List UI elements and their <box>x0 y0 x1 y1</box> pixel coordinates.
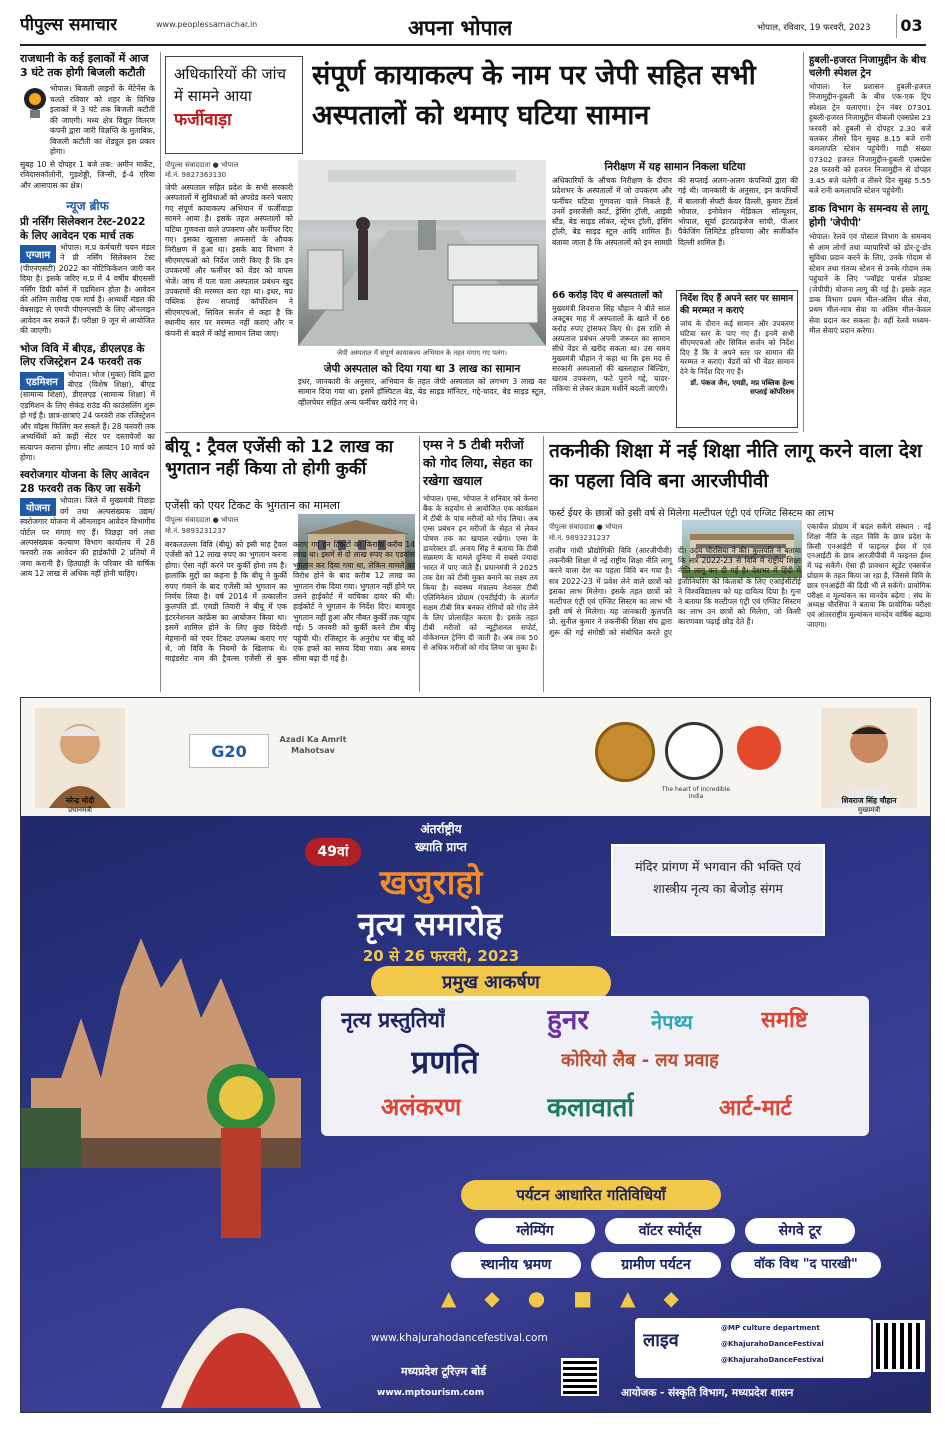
ad-title-2: नृत्य समारोह <box>357 905 503 943</box>
aiims-body: भोपाल। एम्स, भोपाल ने शनिवार को केनरा बैंक के सहयोग से आयोजित एक कार्यक्रम में टीबी के पांच मरीजों को गोद लिया। अब एम्स प्रबंधन इन मरीजों के सेहत से लेकर पोषण तक का खयाल रखेगा। एम्स के डायरेक्टर डॉ. अजय सिंह ने बताया कि टीबी संक्रमण के मामले दुनिया में सबसे ज्यादा भारत में पाए जाते हैं। प्रधानमंत्री ने 2025 तक देश को टीबी मुक्त बनाने का लक्ष्य तय किया है। स्वास्थ्य मंत्रालय नेशनल टीबी एलिमिनेशन प्रोग्राम (एनटीईपी) के अंतर्गत सक्षम टीबी मित्र बनकर रोगियों को गोद लेने के लिए प्रोत्साहित करता है। इसके तहत टीबी मरीजों को न्यूट्रीशनल सपोर्ट, वोकेशनल ट्रेनिंग दी जाती है। अब तक 50 से अधिक मरीजों को गोद लिया जा चुका है। <box>423 494 538 652</box>
modi-portrait <box>35 708 125 808</box>
social-twitter[interactable]: @KhajurahoDanceFestival <box>721 1340 824 1348</box>
lead-bottom-rule <box>165 432 798 433</box>
ad-edition-badge: 49वां <box>305 838 361 866</box>
g20-logo <box>189 734 269 768</box>
news-brief-label: न्यूज ब्रीफ <box>66 199 109 213</box>
swarozgar-body: भोपाल। जिले में मुख्यमंत्री पिछड़ा वर्ग तथा अल्पसंख्यक उद्यम/स्वरोजगार योजना में ऑनलाइन आवेदन विभागीय पोर्टल पर मंगाए गए हैं। पिछड़ा वर्ग तथा अल्पसंख्यक कल्याण विभाग कार्यालय में 28 फरवरी तक आवेदन की हार्डकॉपी 2 प्रतियों में जमा करानी है। हितग्राही के परिवार की वार्षिक आय 12 लाख से अधिक नहीं होनी चाहिए। <box>20 496 155 579</box>
boat-icon: ◆ <box>484 1286 528 1310</box>
lead-phone: मो.नं. 9827363130 <box>165 171 227 179</box>
ad-attraction-7: अलंकरण <box>381 1093 462 1121</box>
hospital-photo <box>298 160 546 346</box>
tag-scheme: योजना <box>20 498 56 516</box>
nursing-headline: प्री नर्सिंग सिलेक्शन टेस्ट-2022 के लिए आवेदन एक मार्च तक <box>20 216 146 242</box>
ad-renowned: ख्याति प्राप्त <box>415 840 467 854</box>
ad-social-box <box>635 1318 871 1378</box>
ad-attraction-5: प्रणति <box>411 1043 479 1081</box>
ad-activity-5: ग्रामीण पर्यटन <box>591 1252 721 1278</box>
ad-intl: अंतर्राष्ट्रीय <box>420 822 462 836</box>
building-icon: ■ <box>573 1286 621 1310</box>
bulb-icon <box>20 84 50 124</box>
masthead-rule <box>20 44 926 46</box>
hospital-photo-caption: जेपी अस्पताल में संपूर्ण कायाकल्प अभियान के तहत मंगाए गए पलंग। <box>337 349 507 357</box>
bhoj-headline: भोज विवि में बीएड, डीएलएड के लिए रजिस्ट्रेशन 24 फरवरी तक <box>20 342 145 369</box>
lead-byline: पीपुल्स संवाददाता ● भोपाल <box>165 161 239 169</box>
jp-subhead: जेपी अस्पताल को दिया गया था 3 लाख का सामान <box>323 363 521 375</box>
ad-tagline-box <box>611 844 825 936</box>
leader1-role: प्रधानमंत्री <box>68 806 92 814</box>
directive-subhead: निर्देश दिए हैं अपने स्तर पर सामान की मरम्मत न कराएं <box>680 294 794 316</box>
activity-icons-row <box>441 1286 871 1312</box>
khajuraho-ad <box>20 697 931 1413</box>
power-cut-headline: राजधानी के कई इलाकों में आज 3 घंटे तक होगी बिजली कटौती <box>20 52 149 79</box>
bu-body: बरकतउल्ला विवि (बीयू) को इसी माह ट्रैवल एजेंसी को 12 लाख रुपए का भुगतान करना होगा। ऐसा नहीं करने पर कुर्की होना तय है। हालांकि मुद्दों का कहना है कि बीयू ने कुर्की रुपए गंवाने के बाद एजेंसी को भुगतान का निर्णय लिया है। वर्ष 2014 में तत्कालीन कुलपति डॉ. एमडी तिवारी ने बीयू में एक इंटरनेशनल कांफ्रेंस का आयोजन किया था। इसमें शामिल होने के लिए कुछ विदेशी मेहमानों को एयर टिकट उपलब्ध कराए गए थे, जो विवि के नियमों के खिलाफ थे। माइंडसेट नाम की ट्रैवल्स एजेंसी से बुक कराए गए इन टिकटों का किराया करीब 14 लाख था। इसमें से दो लाख रुपए का एडवांस भुगतान कर दिया गया था, लेकिन मामले का विरोध होने के बाद करीब 12 लाख का भुगतान रोक दिया गया। भुगतान नहीं होने पर उसने हाईकोर्ट में याचिका दायर की थी। हाईकोर्ट ने भुगतान के निर्देश दिए। बावजूद भुगतान नहीं हुआ और नौबत कुर्की तक पहुंच गई। 5 जनवरी को कुर्की करने टीम बीयू पहुंची थी। रजिस्ट्रार के अनुरोध पर बीयू को एक हफ्ते का समय दिया गया। अब समय सीमा बढ़ा दी गई है। <box>165 540 415 664</box>
ad-attraction-9: आर्ट-मार्ट <box>719 1096 792 1121</box>
ad-attraction-4: समष्टि <box>761 1008 808 1033</box>
speedboat-icon: ◆ <box>663 1286 707 1310</box>
train-body: भोपाल। रेल प्रशासन हुबली-हजरत निजामुद्दीन-हुबली के बीच एक-एक ट्रिप स्पेशल ट्रेन चलाएगा। ट्रेन नंबर 07301 हुबली-हजरत निजामुद्दीन वीकली एक्सप्रेस 23 फरवरी को हुबली से दोपहर 2.30 बजे चलकर तीसरे दिन सुबह 8.15 बजे रानी कमलापति स्टेशन पहुंचेगी। गाड़ी संख्या 07302 हजरत निजामुद्दीन-हुबली एक्सप्रेस 28 फरवरी को हजरत निजामुद्दीन से दोपहर 3.45 बजे चलेगी व तीसरे दिन सुबह 5.55 बजे रानी कमलापति स्टेशन पहुंचेगी। <box>809 82 931 196</box>
chouhan-portrait <box>821 708 917 808</box>
crore-subhead: 66 करोड़ दिए थे अस्पतालों को <box>552 290 663 301</box>
temple-icon: ▲ <box>620 1286 664 1310</box>
bu-headline: बीयू : ट्रैवल एजेंसी को 12 लाख का भुगतान नहीं किया तो होगी कुर्की <box>165 437 394 479</box>
rgpv-phone: मो.नं. 9893231237 <box>549 534 611 542</box>
cycle-icon: ● <box>527 1286 574 1310</box>
crore-body: मुख्यमंत्री शिवराज सिंह चौहान ने बीते साल अक्टूबर माह में अस्पतालों के खाते में 66 करोड़ रुपए ट्रांसफर किए थे। इस राशि से अस्पताल प्रबंधन अपनी जरूरत का सामान सीधे वेंडर से खरीद सकता था। उस समय मुख्यमंत्री चौहान ने कहा था कि इस मद से सरकारी अस्पतालों की खस्ताहाल बिल्डिंग, खराब उपकरण, फटे पुराने गद्दे, चादर-तकिया से लेकर कंडम मशीनें बदली जाएंगी। <box>552 304 670 393</box>
ad-website[interactable]: www.khajurahodancefestival.com <box>371 1332 548 1344</box>
tag-admission: एडमिशन <box>20 372 64 390</box>
lead-headline: संपूर्ण कायाकल्प के नाम पर जेपी सहित सभी अस्पतालों को थमाए घटिया सामान <box>312 60 756 131</box>
lead-body: जेपी अस्पताल सहित प्रदेश के सभी सरकारी अस्पतालों में सुविधाओं को अपग्रेड करने चलाए गए संपूर्ण कायाकल्प अभियान में फर्जीवाड़ा सामने आया है। इसके तहत अस्पतालों को घटिया गुणवत्ता वाले उपकरण और फर्नीचर दिए गए। इसका खुलासा अफसरों के औचक निरीक्षण में हुआ था। इसके बाद विभाग ने सीएमएचओ को निर्देश जारी किए हैं कि इन उपकरणों और फर्नीचर को वेंडर को वापस भेजें। जांच में पता चला अस्पताल प्रबंधन खुद उपकरणों की मरम्मत करा रहा था। इधर, मप्र पब्लिक हेल्थ सप्लाई कॉर्पोरेशन ने सीएमएचओ, सिविल सर्जन से कहा है कि स्थानीय स्तर पर मरम्मत नहीं कराएं और न कंपनी से बदले में कोई सामान लिया जाए। <box>165 183 293 338</box>
ad-highlights: प्रमुख आकर्षण <box>371 966 611 1000</box>
tag-exam: एग्जाम <box>20 245 56 263</box>
rgpv-deck: फर्स्ट ईयर के छात्रों को इसी वर्ष से मिलेगा मल्टीपल एंट्री एवं एग्जिट सिस्टम का लाभ <box>549 508 834 519</box>
ad-attraction-6: कोरियो लैब - लय प्रवाह <box>561 1050 719 1071</box>
rgpv-sidebar: एकाचेंज प्रोग्राम में बदल सकेंगे संस्थान : नई शिक्षा नीति के तहत विवि के छात्र प्रदेश के किसी एनआईटी में फाइनल ईयर में एवं एनआईटी के छात्र आरजीपीवी में फाइनल ईयर में पढ़ सकेंगे। ऐसा ही प्रावधान स्टूडेंट एक्सचेंज प्रोग्राम के तहत किया जा रहा है, जिससे विवि के छात्र एनआईटी की डिग्री भी ले सकेंगे। प्रायोगिक परीक्षा व मूल्यांकन का मानदेय बढ़ेगा : संघ के अध्यक्ष चौरसिया ने बताया कि प्रायोगिक परीक्षा एवं आंतरराष्ट्रीय मूल्यांकन मानदेय वार्षिक बढ़ाया जाएगा। <box>807 522 931 629</box>
bhoj-body: भोपाल। भोज (मुक्त) विवि द्वारा बीएड (विशेष शिक्षा), बीएड (सामान्य शिक्षा), डीएलएड (सामान्य शिक्षा) में एडमिशन के लिए सेकंड राउंड की काउंसलिंग शुरू हो गई है। छात्र-छात्राएं 24 फरवरी तक रजिस्ट्रेशन और चॉइस फिलिंग कर सकते हैं। 28 फरवरी तक अभ्यर्थियों को कहीं सेंटर पर दस्तावेजों का सत्यापन कराना होगा। सीट आवंटन 10 मार्च को होगा। <box>20 369 155 462</box>
azadi-logo: Azadi Ka Amrit Mahotsav <box>279 735 347 755</box>
post-body: भोपाल। रेलवे एवं पोस्टल विभाग के समन्वय से आम लोगों तथा व्यापारियों को डोर-टू-डोर सुविधा प्रदान करने के लिए, उनके गोदाम से स्टेशन तथा गंतव्य स्टेशन से उनके गोदाम तक पहुंचाने के लिए 'ज्वॉइंट पार्सल प्रोडक्ट (जेपीपी) योजना लागू की गई है। इसके तहत डाक विभाग प्रथम मील-अंतिम मील सेवा, प्रथम मील-मात्र सेवा या अंतिम मील-केवल सेवा प्रदान कर सकता है। वहीं रेलवे मध्यम-मील सेवाएं प्रदान करेगा। <box>809 232 931 336</box>
ad-tourism-activities: पर्यटन आधारित गतिविधियाँ <box>461 1180 721 1210</box>
inspection-subhead: निरीक्षण में यह सामान निकला घटिया <box>604 161 746 173</box>
aiims-headline: एम्स ने 5 टीबी मरीजों को गोद लिया, सेहत का रखेगा खयाल <box>423 437 533 488</box>
paper-name: पीपुल्स समाचार <box>20 15 118 35</box>
lead-kicker: अधिकारियों की जांच में सामने आया <box>174 65 287 105</box>
ad-live-label: लाइव <box>643 1330 679 1351</box>
ad-activity-4: स्थानीय भ्रमण <box>451 1252 581 1278</box>
gov-seal <box>665 722 723 780</box>
ad-activity-6: वॉक विथ "द पारखी" <box>731 1252 881 1278</box>
lead-kicker-box <box>165 56 303 154</box>
bu-phone: मो.नं. 9893231237 <box>165 527 227 535</box>
g20-text: G20 <box>211 742 247 761</box>
ad-top-band <box>21 698 931 816</box>
qr-code[interactable] <box>873 1320 925 1372</box>
masthead <box>0 0 945 44</box>
rgpv-byline: पीपुल्स संवाददाता ● भोपाल <box>549 523 623 531</box>
ad-attractions-box <box>321 996 869 1136</box>
ad-title-1: खजुराहो <box>379 863 483 903</box>
ad-attraction-8: कलावार्ता <box>547 1093 635 1123</box>
ad-activity-1: ग्लेम्पिंग <box>475 1218 595 1244</box>
col1-divider <box>160 52 161 692</box>
section-title: अपना भोपाल <box>408 16 513 40</box>
rgpv-body: राजीव गांधी प्रौद्योगिकी विवि (आरजीपीवी) तकनीकी शिक्षा में नई राष्ट्रीय शिक्षा नीति लागू करने वाला देश का पहला विवि बन गया है। सत्र 2022-23 में प्रवेश लेने वाले छात्रों को इसका लाभ मिलेगा। इसके तहत छात्रों को मल्टीपल एंट्री एवं एग्जिट सिस्टम का लाभ भी इसी वर्ष से मिलेगा। यह जानकारी कुलपति प्रो. सुनील कुमार ने तकनीकी शिक्षा संघ द्वारा शुरू की गई संगोष्ठी को संबोधित करते हुए दी। उदय चौरसिया ने की। कुलपति ने बताया कि सत्र 2022-23 से विवि में राष्ट्रीय शिक्षा नीति लागू कर दी गई है। देशभर में हिंदी में इंजीनियरिंग की किताबों के लिए एआईसीटीई ने विश्वविद्यालय को यह दायित्व दिया है। गुना ने बताया कि मल्टीपल एंट्री एवं एग्जिट सिस्टम का लाभ उन छात्रों को मिलेगा, जो किसी कारणवश पढ़ाई छोड़ देते हैं। <box>549 546 801 637</box>
mp-tourism-logo: The heart of Incredible India <box>661 786 731 800</box>
mp-seal <box>595 722 655 782</box>
post-headline: डाक विभाग के समन्वय से लागू होगी 'जेपीपी' <box>809 203 928 230</box>
left-column <box>20 52 155 692</box>
train-headline: हुबली-हजरत निजामुद्दीन के बीच चलेगी स्पेशल ट्रेन <box>809 55 926 79</box>
power-cut-body: भोपाल। बिजली लाइनों के मेंटेनेंस के चलते रविवार को शहर के विभिन्न इलाकों में 3 घंटे तक बिजली कटौती की जाएगी। मध्य क्षेत्र विद्युत वितरण कंपनी द्वारा जारी विज्ञप्ति के मुताबिक, बिजली कटौती का शेड्यूल इस प्रकार होगा। <box>50 84 155 156</box>
tent-icon: ▲ <box>441 1286 485 1310</box>
leader1-name: नरेन्द्र मोदी <box>65 796 95 805</box>
ad-mp-website[interactable]: www.mptourism.com <box>377 1388 485 1398</box>
ad-activity-3: सेगवे टूर <box>745 1218 855 1244</box>
bu-deck: एजेंसी को एयर टिकट के भुगतान का मामला <box>165 499 340 512</box>
lead-kicker-red: फर्जीवाड़ा <box>174 110 232 130</box>
aiims-divider <box>543 436 544 692</box>
social-culture[interactable]: @MP culture department <box>721 1324 820 1332</box>
bu-byline: पीपुल्स संवाददाता ● भोपाल <box>165 516 239 524</box>
power-cut-schedule: सुबह 10 से दोपहर 1 बजे तक: अमीन मार्केट, रविदासकॉलोनी, गुड़शेड्डी, जिन्सी, ई-4 एरिया और आसपास का क्षेत्र। <box>20 159 155 190</box>
page-number: 03 <box>896 14 926 38</box>
dancer-illustration <box>141 1008 341 1408</box>
ad-qr-small[interactable] <box>561 1358 599 1396</box>
swarozgar-headline: स्वरोजगार योजना के लिए आवेदन 28 फरवरी तक किए जा सकेंगे <box>20 469 150 495</box>
ad-board: मध्यप्रदेश टूरिज़्म बोर्ड <box>401 1365 487 1378</box>
rgpv-headline: तकनीकी शिक्षा में नई शिक्षा नीति लागू करने वाला देश का पहला विवि बना आरजीपीवी <box>549 440 922 492</box>
social-facebook[interactable]: @KhajurahoDanceFestival <box>721 1356 824 1364</box>
nursing-body: भोपाल। म.प्र कर्मचारी चयन मंडल ने प्री नर्सिंग सिलेक्शन टेस्ट (पीएनएसटी) 2022 का नोटिफिकेशन जारी कर दिया है। इसके जरिए म.प्र में 4 वर्षीय बीएससी नर्सिंग डिग्री कोर्स में एडमिशन होता है। आवेदन की अंतिम तारीख एक मार्च है। अभ्यर्थी मंडल की वेबसाइट से एमपी पीएनएसटी के लिए ऑनलाइन आवेदन कर सकते हैं। परीक्षा 9 जून से आयोजित की जाएगी। <box>20 243 155 336</box>
right-column <box>809 54 931 432</box>
ad-attraction-3: नेपथ्य <box>651 1010 693 1034</box>
bu-divider <box>419 436 420 692</box>
paper-url[interactable]: www.peoplessamachar.in <box>156 20 258 29</box>
ad-organiser: आयोजक - संस्कृति विभाग, मध्यप्रदेश शासन <box>621 1387 794 1399</box>
directive-box <box>676 290 798 428</box>
culture-logo <box>737 726 781 770</box>
col5-divider <box>803 52 804 432</box>
ad-attraction-2: हुनर <box>547 1003 589 1036</box>
ad-tagline: मंदिर प्रांगण में भगवान की भक्ति एवं शास्त्रीय नृत्य का बेजोड़ संगम <box>635 859 801 896</box>
ad-dates: 20 से 26 फरवरी, 2023 <box>362 947 520 965</box>
jp-sub-body: इधर, जानकारी के अनुसार, अभियान के तहत जेपी अस्पताल को लगभग 3 लाख का सामान दिया गया था। इसमें हॉस्पिटल बेड, बेड साइड मॉनिटर, गद्दे-चादर, बेड साइड स्टूल, व्हीलचेयर सहित अन्य फर्नीचर खरीदे गए थे। <box>298 377 546 407</box>
ad-attraction-1: नृत्य प्रस्तुतियाँ <box>341 1008 446 1032</box>
ad-activity-2: वॉटर स्पोर्ट्स <box>605 1218 735 1244</box>
leader2-name: शिवराज सिंह चौहान <box>841 796 897 805</box>
lead-body-column <box>165 160 293 430</box>
directive-quote: डॉ. पंकज जैन, एमडी, मप्र पब्लिक हेल्थ सप्लाई कॉर्पोरेशन <box>690 378 794 396</box>
leader2-role: मुख्यमंत्री <box>857 806 881 814</box>
dateline: भोपाल, रविवार, 19 फरवरी, 2023 <box>757 23 871 33</box>
directive-body: जांच के दौरान कई सामान और उपकरण घटिया स्तर के पाए गए हैं। इनमें सभी सीएमएचओ और सिविल सर्जन को निर्देश दिए हैं कि वे अपने स्तर पर सामान की मरम्मत न कराएं। वेंडरों को भी वेंडर सामान देने के निर्देश दिए गए हैं। <box>680 319 794 376</box>
inspection-body: अधिकारियों के औचक निरीक्षण के दौरान प्रदेशभर के अस्पतालों में जो उपकरण और फर्नीचर घटिया गुणवत्ता वाले निकले हैं, उनमें इमरजेंसी कार्ट, ड्रेसिंग ट्रॉली, आइवी स्टैंड, बेड साइड लॉकर, स्ट्रेचर ट्रॉली, इंसिंग ट्रॉली, बेड साइड स्टूल आदि शामिल हैं। बताया जाता है कि अस्पतालों को इन सामग्री की सप्लाई अलग-अलग कंपनियों द्वारा की गई थी। जानकारी के अनुसार, इन कंपनियों में बालाजी सेफ्टी केयर दिल्ली, कुमार टेंडर्स भोपाल, इनोवेशन मेडिकल सॉल्यूशन, भोपाल, सूर्या इंटरप्राइजेज सांची, पीआर पैकेजिंग लिमिटेड हरियाणा और सर्जीकॉन दिल्ली शामिल हैं। <box>552 176 798 247</box>
